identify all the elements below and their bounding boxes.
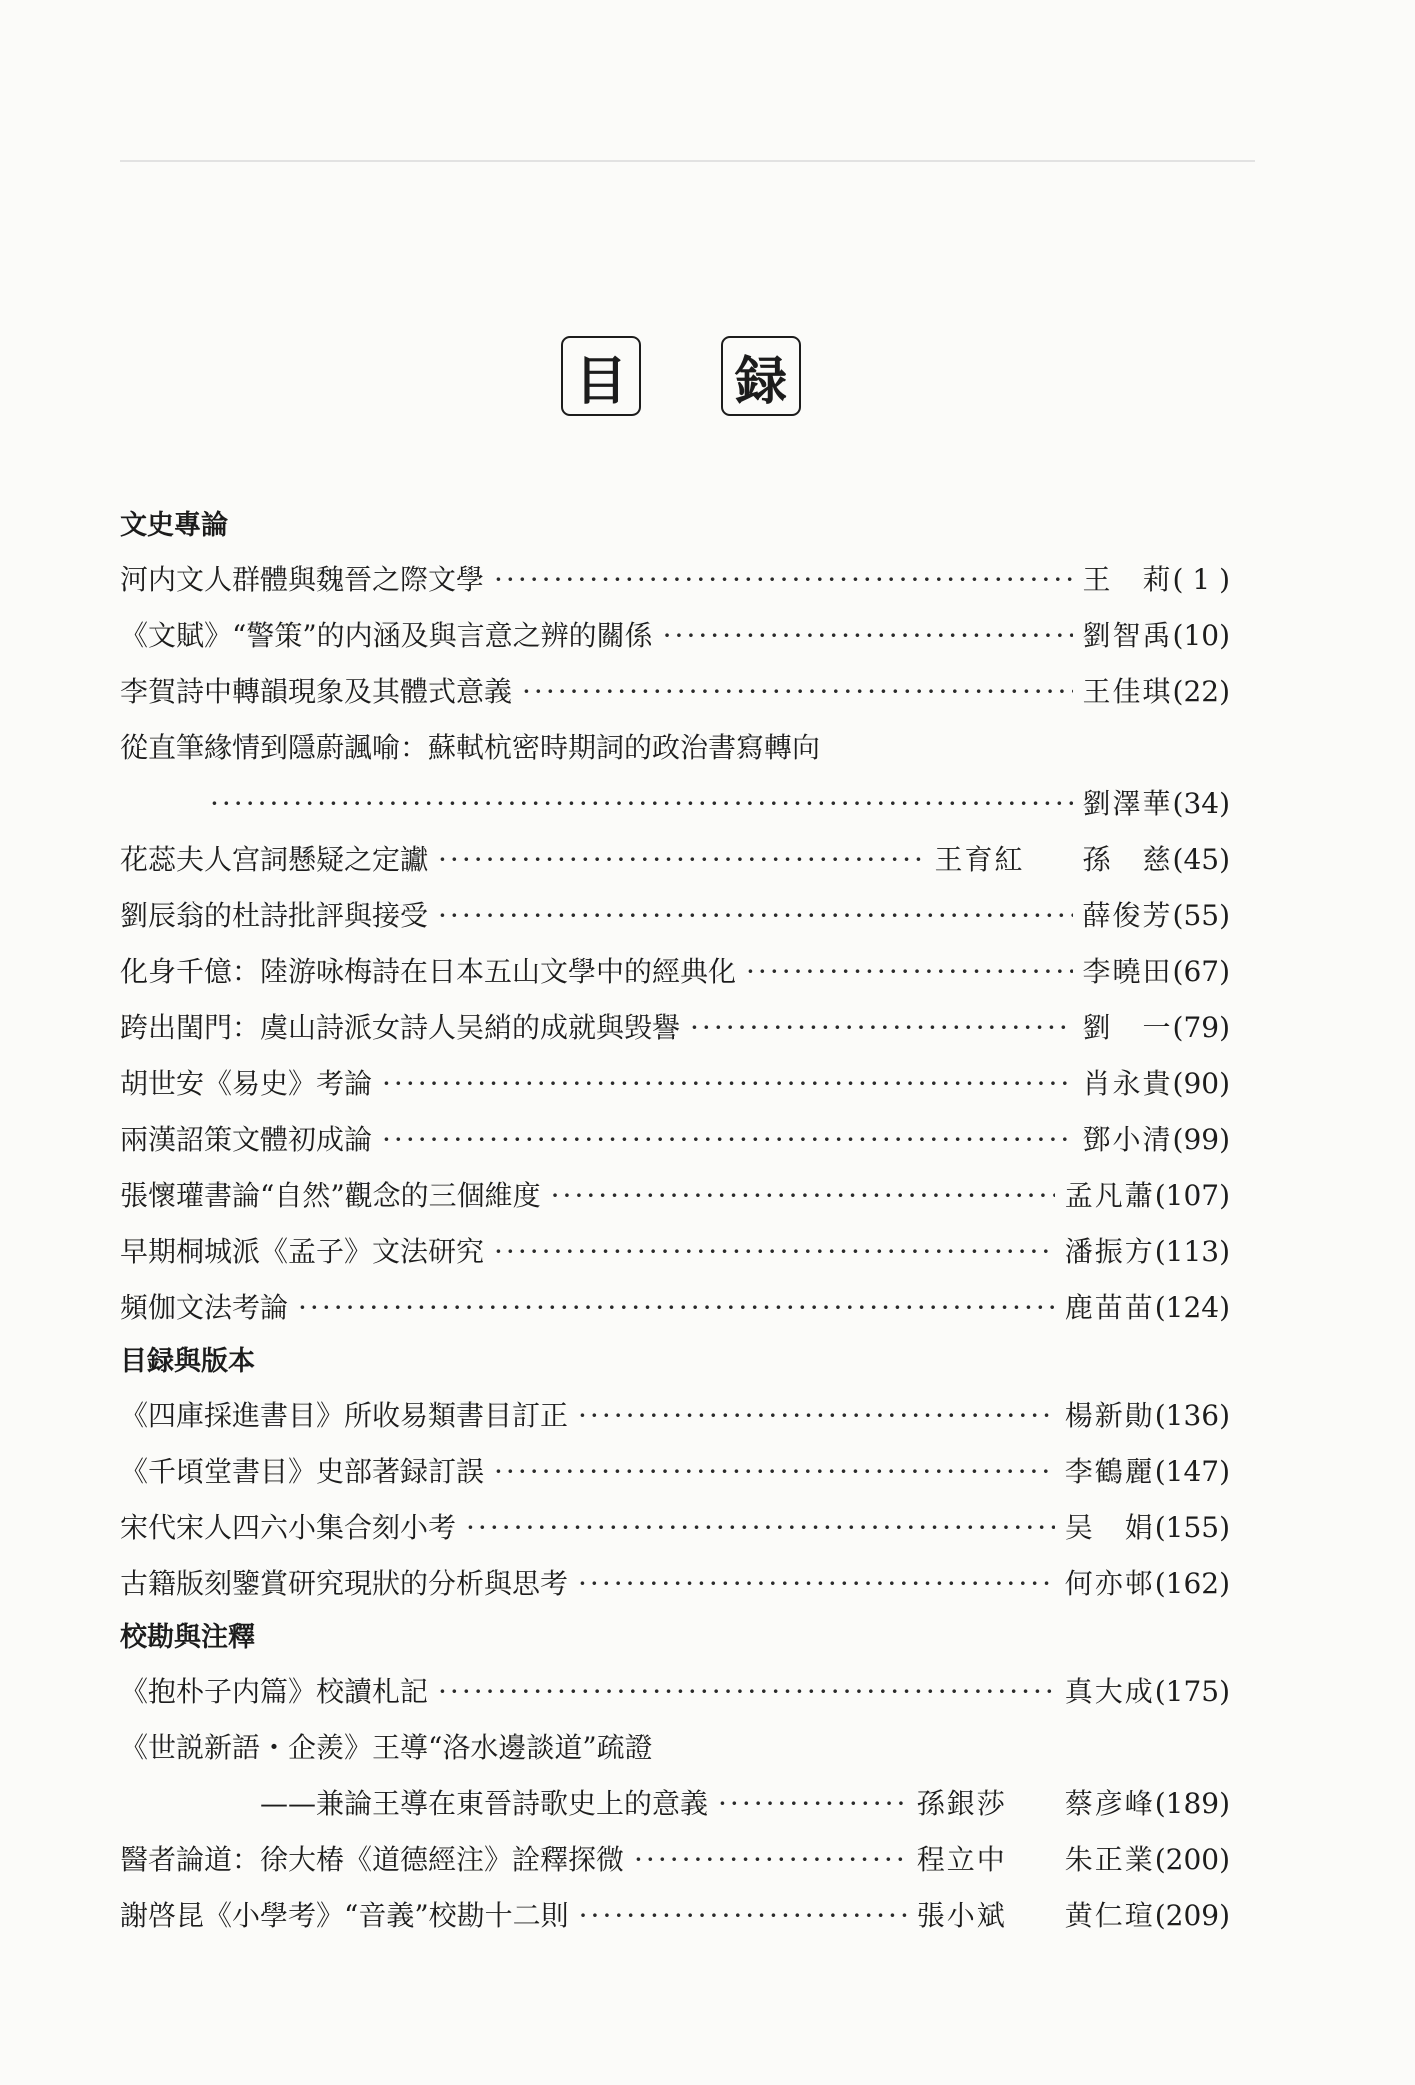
entry-page-number: (124) [1154,1291,1230,1324]
entry-title: 謝啓昆《小學考》“音義”校勘十二則 [120,1899,569,1932]
entry-author: 真大成 [1064,1675,1155,1708]
entry-page-number: (10) [1172,619,1230,652]
entry-title: 劉辰翁的杜詩批評與接受 [120,899,429,932]
entry-title: 早期桐城派《孟子》文法研究 [120,1235,485,1268]
entry-page-number: ( 1 ) [1172,563,1230,596]
entry-author: 鄧小清 [1082,1123,1173,1156]
entry-title: 李賀詩中轉韻現象及其體式意義 [120,675,513,708]
header-rule [120,160,1255,162]
entry-author: 鹿苗苗 [1064,1291,1155,1324]
entry-page-number: (113) [1154,1235,1230,1268]
entry-title: 胡世安《易史》考論 [120,1067,373,1100]
toc-entry[interactable] [120,1168,1230,1224]
entry-page-number: (175) [1154,1675,1230,1708]
toc-entry[interactable] [120,720,1230,776]
entry-coauthor: 程立中 [916,1843,1007,1876]
section-heading: 文史專論 [120,510,228,541]
entry-author: 楊新勛 [1064,1399,1155,1432]
entry-page-number: (99) [1172,1123,1230,1156]
entry-coauthor: 孫銀莎 [916,1787,1007,1820]
entry-title: 河内文人群體與魏晉之際文學 [120,563,485,596]
entry-subtitle: ——兼論王導在東晉詩歌史上的意義 [260,1787,709,1820]
entry-page-number: (107) [1154,1179,1230,1212]
dot-leader [494,1224,1055,1280]
dot-leader [438,888,1072,944]
toc-entry[interactable] [120,1444,1230,1500]
dot-leader [634,1832,907,1888]
toc-entry[interactable] [120,1556,1230,1612]
entry-page-number: (55) [1172,899,1230,932]
dot-leader [578,1388,1055,1444]
toc-entry[interactable] [120,944,1230,1000]
entry-page-number: (90) [1172,1067,1230,1100]
entry-title: 醫者論道：徐大椿《道德經注》詮釋探微 [120,1843,625,1876]
title-char-lu: 録 [721,336,801,416]
entry-title: 《千頃堂書目》史部著録訂誤 [120,1455,485,1488]
entry-author: 薛俊芳 [1082,899,1173,932]
entry-author: 蔡彦峰 [1064,1787,1155,1820]
toc-entry[interactable] [120,664,1230,720]
entry-title: 《文賦》“警策”的内涵及與言意之辨的關係 [120,619,653,652]
dot-leader [578,1556,1055,1612]
entry-author: 孫 慈 [1082,843,1173,876]
toc-entry[interactable] [120,1888,1230,1944]
entry-page-number: (200) [1154,1843,1230,1876]
entry-title: 花蕊夫人宫詞懸疑之定讞 [120,843,429,876]
entry-page-number: (155) [1154,1511,1230,1544]
toc-entry[interactable] [120,1664,1230,1720]
entry-author: 李鶴麗 [1064,1455,1155,1488]
toc-entry[interactable] [120,776,1230,832]
dot-leader [210,776,1073,832]
toc-entry[interactable] [120,1388,1230,1444]
table-of-contents [120,500,1230,1944]
entry-author: 李曉田 [1082,955,1173,988]
entry-title: 張懷瓘書論“自然”觀念的三個維度 [120,1179,541,1212]
entry-page-number: (22) [1172,675,1230,708]
dot-leader [718,1776,907,1832]
entry-title: 古籍版刻鑒賞研究現狀的分析與思考 [120,1567,569,1600]
entry-author: 何亦邨 [1064,1567,1155,1600]
entry-title: 跨出閨門：虞山詩派女詩人吴綃的成就與毁譽 [120,1011,681,1044]
entry-author: 黄仁瑄 [1064,1899,1155,1932]
entry-page-number: (209) [1154,1899,1230,1932]
entry-title: 兩漢詔策文體初成論 [120,1123,373,1156]
entry-author: 劉 一 [1082,1011,1173,1044]
dot-leader [298,1280,1055,1336]
entry-page-number: (136) [1154,1399,1230,1432]
entry-title: 宋代宋人四六小集合刻小考 [120,1511,457,1544]
entry-page-number: (79) [1172,1011,1230,1044]
dot-leader [522,664,1072,720]
entry-title: 《四庫採進書目》所收易類書目訂正 [120,1399,569,1432]
entry-title: 從直筆緣情到隱蔚諷喻：蘇軾杭密時期詞的政治書寫轉向 [120,731,821,764]
toc-entry[interactable] [120,552,1230,608]
entry-page-number: (34) [1172,787,1230,820]
toc-entry[interactable] [120,1056,1230,1112]
entry-author: 肖永貴 [1082,1067,1173,1100]
toc-entry[interactable] [120,1776,1230,1832]
toc-entry[interactable] [120,1000,1230,1056]
dot-leader [663,608,1073,664]
entry-author: 潘振方 [1064,1235,1155,1268]
entry-coauthor: 張小斌 [916,1899,1007,1932]
entry-title: 《世説新語・企羨》王導“洛水邊談道”疏證 [120,1731,653,1764]
entry-page-number: (162) [1154,1567,1230,1600]
entry-author: 王 莉 [1082,563,1173,596]
dot-leader [746,944,1072,1000]
toc-entry[interactable] [120,1832,1230,1888]
entry-author: 王佳琪 [1082,675,1173,708]
dot-leader [494,1444,1055,1500]
dot-leader [551,1168,1055,1224]
title-char-mu: 目 [561,336,641,416]
dot-leader [494,552,1073,608]
toc-entry[interactable] [120,832,1230,888]
entry-author: 吴 娟 [1064,1511,1155,1544]
entry-author: 孟凡蕭 [1064,1179,1155,1212]
toc-entry[interactable] [120,1500,1230,1556]
section-heading: 校勘與注釋 [120,1622,255,1653]
dot-leader [579,1888,907,1944]
entry-page-number: (45) [1172,843,1230,876]
toc-entry[interactable] [120,608,1230,664]
dot-leader [382,1056,1072,1112]
entry-page-number: (189) [1154,1787,1230,1820]
entry-page-number: (147) [1154,1455,1230,1488]
dot-leader [438,832,924,888]
entry-author: 劉澤華 [1082,787,1173,820]
entry-author: 朱正業 [1064,1843,1155,1876]
dot-leader [438,1664,1055,1720]
toc-entry[interactable] [120,1720,1230,1776]
dot-leader [690,1000,1072,1056]
toc-entry[interactable] [120,888,1230,944]
entry-coauthor: 王育紅 [934,843,1025,876]
entry-page-number: (67) [1172,955,1230,988]
entry-title: 《抱朴子内篇》校讀札記 [120,1675,429,1708]
entry-author: 劉智禹 [1082,619,1173,652]
entry-title: 頻伽文法考論 [120,1291,289,1324]
section-heading: 目録與版本 [120,1346,255,1377]
toc-entry[interactable] [120,1224,1230,1280]
entry-title: 化身千億：陸游咏梅詩在日本五山文學中的經典化 [120,955,737,988]
toc-entry[interactable] [120,1112,1230,1168]
dot-leader [466,1500,1055,1556]
toc-entry[interactable] [120,1280,1230,1336]
dot-leader [382,1112,1072,1168]
